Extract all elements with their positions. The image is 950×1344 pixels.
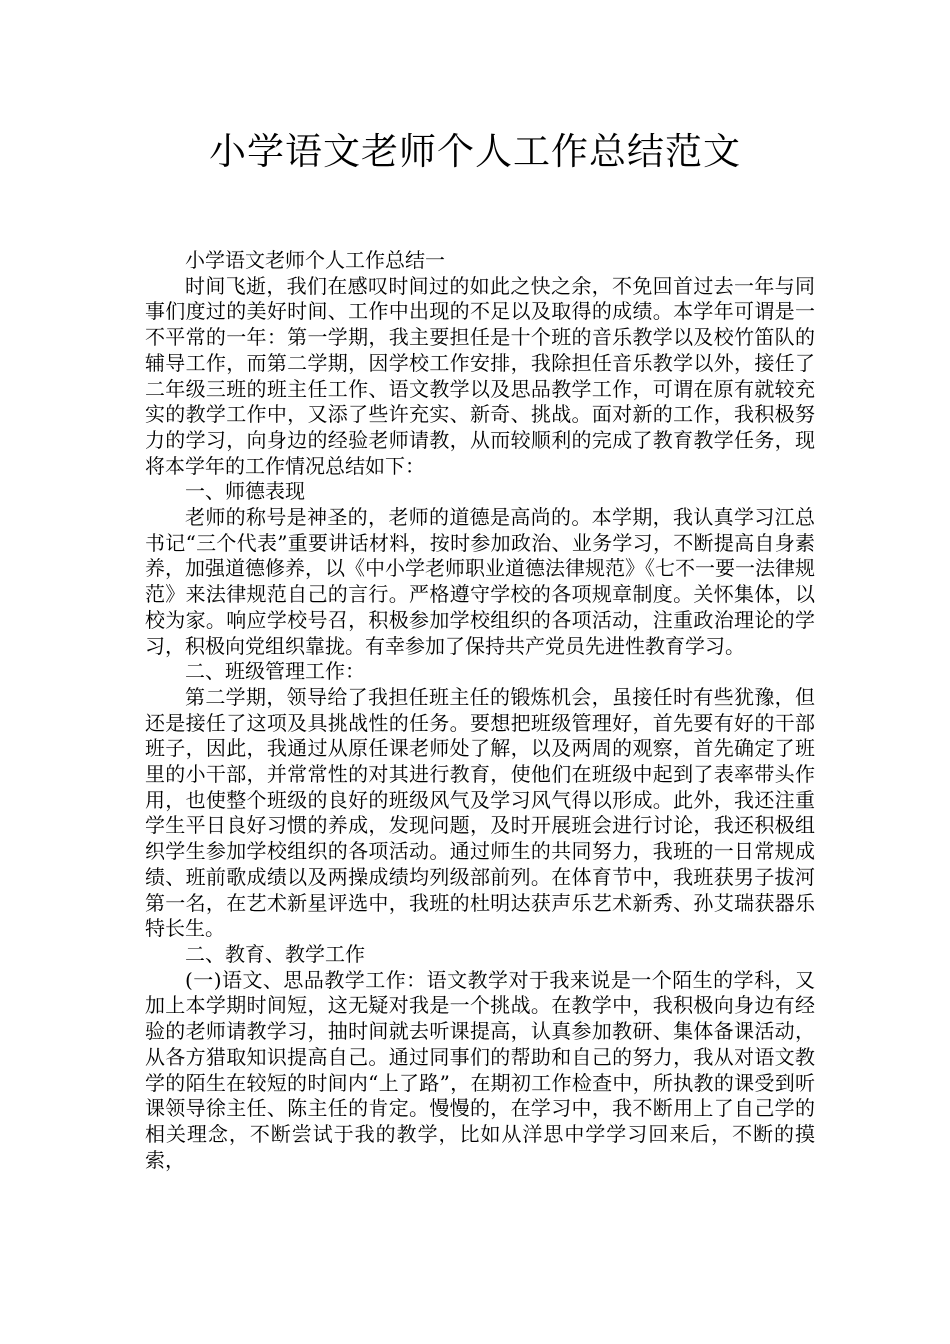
paragraph: (一)语文、思品教学工作：语文教学对于我来说是一个陌生的学科，又加上本学期时间短，这无疑对我是一个挑战。在教学中，我积极向身边有经验的老师请教学习，抽时间就去听课提高，认真参加教研、集体备课活动，从各方猎取知识提高自己。通过同事们的帮助和自己的努力，我从对语文教学的陌生在较短的时间内“上了路”，在期初工作检查中，所执教的课受到听课领导徐主任、陈主任的肯定。慢慢的，在学习中，我不断用上了自己学的相关理念，不断尝试于我的教学，比如从洋思中学学习回来后，不断的摸索， [145,967,815,1172]
paragraph: 时间飞逝，我们在感叹时间过的如此之快之余，不免回首过去一年与同事们度过的美好时间、工作中出现的不足以及取得的成绩。本学年可谓是一不平常的一年：第一学期，我主要担任是十个班的音乐教学以及校竹笛队的辅导工作，而第二学期，因学校工作安排，我除担任音乐教学以外，接任了二年级三班的班主任工作、语文教学以及思品教学工作，可谓在原有就较充实的教学工作中，又添了些许充实、新奇、挑战。面对新的工作，我积极努力的学习，向身边的经验老师请教，从而较顺利的完成了教育教学任务，现将本学年的工作情况总结如下： [145,273,815,478]
paragraph: 第二学期，领导给了我担任班主任的锻炼机会，虽接任时有些犹豫，但还是接任了这项及具挑战性的任务。要想把班级管理好，首先要有好的干部班子，因此，我通过从原任课老师处了解，以及两周的观察，首先确定了班里的小干部，并常常性的对其进行教育，使他们在班级中起到了表率带头作用，也使整个班级的良好的班级风气及学习风气得以形成。此外，我还注重学生平日良好习惯的养成，发现问题，及时开展班会进行讨论，我还积极组织学生参加学校组织的各项活动。通过师生的共同努力，我班的一日常规成绩、班前歌成绩以及两操成绩均列级部前列。在体育节中，我班获男子拔河第一名，在艺术新星评选中，我班的杜明达获声乐艺术新秀、孙艾瑞获器乐特长生。 [145,684,815,941]
section-heading: 一、师德表现 [185,479,305,504]
section-heading: 二、教育、教学工作 [185,941,365,966]
document-body [145,248,815,1173]
document-title: 小学语文老师个人工作总结范文 [209,130,741,173]
section-heading: 小学语文老师个人工作总结一 [185,248,445,272]
paragraph: 老师的称号是神圣的，老师的道德是高尚的。本学期，我认真学习江总书记“三个代表”重要讲话材料，按时参加政治、业务学习，不断提高自身素养，加强道德修养，以《中小学老师职业道德法律规范》《七不一要一法律规范》来法律规范自己的言行。严格遵守学校的各项规章制度。关怀集体，以校为家。响应学校号召，积极参加学校组织的各项活动，注重政治理论的学习，积极向党组织靠拢。有幸参加了保持共产党员先进性教育学习。 [145,505,815,658]
section-heading: 二、班级管理工作： [185,659,365,684]
